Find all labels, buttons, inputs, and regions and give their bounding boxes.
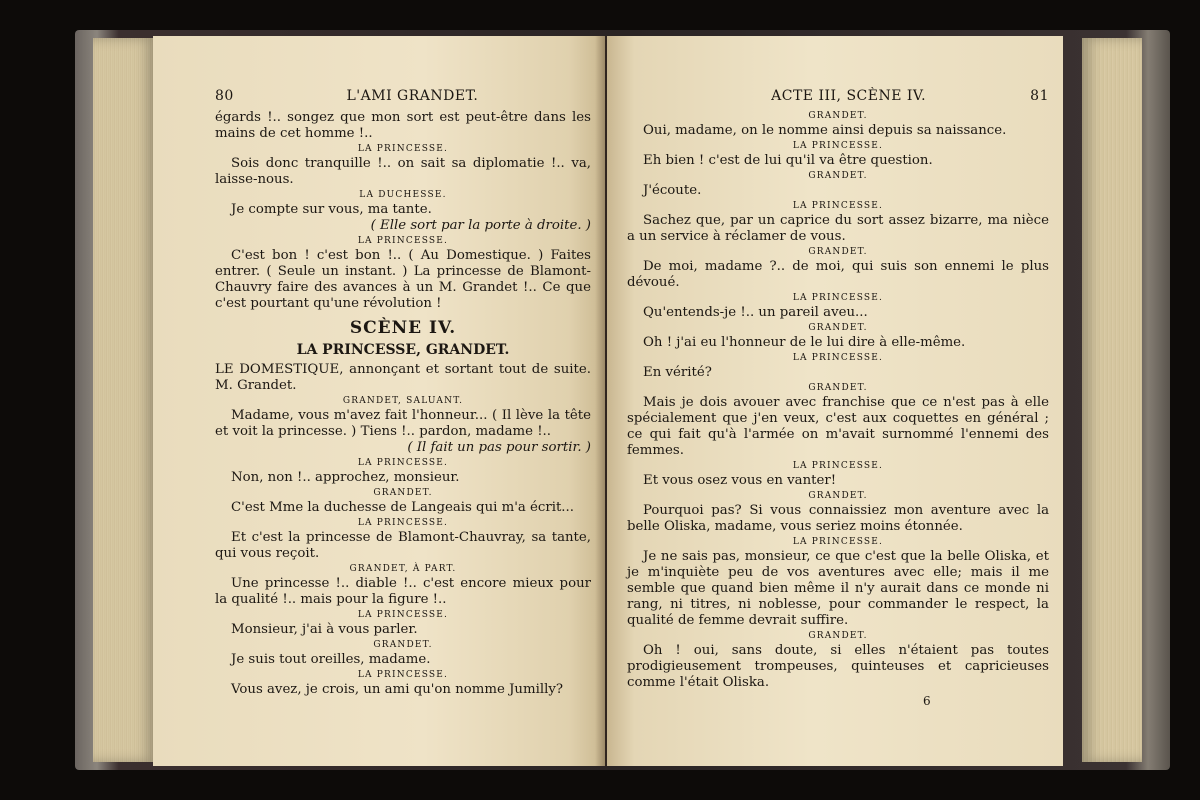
dialogue-line: Madame, vous m'avez fait l'honneur... ( Il lève la tête et voit la princesse. ) Tiens !.. pardon, madame !.. <box>215 408 591 439</box>
dialogue-line: C'est bon ! c'est bon !.. ( Au Domestique. ) Faites entrer. ( Seule un instant. ) La princesse de Blamont-Chauvry faire des avances à un M. Grandet !.. Ce que c'est pourtant qu'une révolution ! <box>215 248 591 311</box>
signature-mark: 6 <box>923 694 931 708</box>
page-number: 80 <box>215 88 234 104</box>
dialogue-line: Et c'est la princesse de Blamont-Chauvray, sa tante, qui vous reçoit. <box>215 530 591 561</box>
dialogue-line: En vérité? <box>643 365 712 380</box>
dialogue-line: Oh ! oui, sans doute, si elles n'étaient pas toutes prodigieusement trompeuses, quinteuses et capricieuses comme l'était Oliska. <box>627 643 1049 690</box>
stage-direction: ( Elle sort par la porte à droite. ) <box>370 218 591 233</box>
open-book <box>75 22 1170 774</box>
running-title: L'AMI GRANDET. <box>346 88 479 104</box>
speaker-name: LA PRINCESSE. <box>357 610 449 620</box>
dialogue-line: LE DOMESTIQUE, annonçant et sortant tout de suite. M. Grandet. <box>215 362 591 393</box>
dialogue-line: Mais je dois avouer avec franchise que ce n'est pas à elle spécialement que j'en veux, c'est aux coquettes en général ; ce qui fait qu'à l'armée on m'avait surnommé l'ennemi des femmes. <box>627 395 1049 458</box>
speaker-name: LA PRINCESSE. <box>357 144 449 154</box>
dialogue-line: Non, non !.. approchez, monsieur. <box>231 470 460 485</box>
dialogue-line: De moi, madame ?.. de moi, qui suis son ennemi le plus dévoué. <box>627 259 1049 290</box>
speaker-name: LA PRINCESSE. <box>357 518 449 528</box>
speaker-name: GRANDET. <box>808 631 868 641</box>
speaker-name: LA PRINCESSE. <box>792 537 884 547</box>
left-page <box>153 36 605 766</box>
dialogue-line: Qu'entends-je !.. un pareil aveu... <box>643 305 868 320</box>
speaker-name: GRANDET. <box>373 488 433 498</box>
dialogue-line: Vous avez, je crois, un ami qu'on nomme Jumilly? <box>231 682 564 697</box>
dialogue-line: Oh ! j'ai eu l'honneur de le lui dire à elle-même. <box>643 335 966 350</box>
dialogue-line: Et vous osez vous en vanter! <box>643 473 837 488</box>
right-running-head <box>627 88 1049 104</box>
speaker-name: GRANDET. <box>808 383 868 393</box>
dialogue-line: Pourquoi pas? Si vous connaissiez mon aventure avec la belle Oliska, madame, vous seriez moins étonnée. <box>627 503 1049 534</box>
left-page-text <box>215 110 591 698</box>
dialogue-line: égards !.. songez que mon sort est peut-être dans les mains de cet homme !.. <box>215 110 591 141</box>
page-edges-left <box>93 38 155 762</box>
speaker-name: GRANDET, SALUANT. <box>342 396 464 406</box>
speaker-name: LA PRINCESSE. <box>357 670 449 680</box>
speaker-name: LA DUCHESSE. <box>359 190 447 200</box>
speaker-name: LA PRINCESSE. <box>792 461 884 471</box>
speaker-name: GRANDET. <box>808 491 868 501</box>
running-title: ACTE III, SCÈNE IV. <box>771 88 927 104</box>
dialogue-line: Monsieur, j'ai à vous parler. <box>231 622 418 637</box>
speaker-name: LA PRINCESSE. <box>357 236 449 246</box>
dialogue-line: Je ne sais pas, monsieur, ce que c'est que la belle Oliska, et je m'inquiète peu de vos aventures avec elle; mais il me semble que quand bien même il n'y aurait dans ce monde ni rang, ni titres, ni noblesse, pour commander le respect, la qualité de femme devrait suffire. <box>627 549 1049 628</box>
dialogue-line: C'est Mme la duchesse de Langeais qui m'a écrit... <box>231 500 574 515</box>
speaker-name: LA PRINCESSE. <box>792 201 884 211</box>
speaker-name: LA PRINCESSE. <box>792 141 884 151</box>
stage-direction: ( Il fait un pas pour sortir. ) <box>407 440 591 455</box>
speaker-name: GRANDET. <box>808 323 868 333</box>
right-page <box>607 36 1063 766</box>
speaker-name: LA PRINCESSE. <box>357 458 449 468</box>
speaker-name: GRANDET. <box>808 247 868 257</box>
scene-heading: SCÈNE IV. <box>349 318 457 338</box>
dialogue-line: Je suis tout oreilles, madame. <box>231 652 431 667</box>
dialogue-line: Je compte sur vous, ma tante. <box>231 202 432 217</box>
speaker-name: GRANDET. <box>373 640 433 650</box>
speaker-name: GRANDET. <box>808 171 868 181</box>
dialogue-line: Une princesse !.. diable !.. c'est encore mieux pour la qualité !.. mais pour la figure !.. <box>215 576 591 607</box>
dialogue-line: Sachez que, par un caprice du sort assez bizarre, ma nièce a un service à réclamer de vous. <box>627 213 1049 244</box>
scene-characters: LA PRINCESSE, GRANDET. <box>296 342 510 358</box>
speaker-name: GRANDET, À PART. <box>349 564 457 574</box>
speaker-name: LA PRINCESSE. <box>792 353 884 363</box>
dialogue-line: Eh bien ! c'est de lui qu'il va être question. <box>643 153 933 168</box>
page-number: 81 <box>1030 88 1049 104</box>
dialogue-line: J'écoute. <box>643 183 702 198</box>
speaker-name: LA PRINCESSE. <box>792 293 884 303</box>
dialogue-line: Oui, madame, on le nomme ainsi depuis sa naissance. <box>643 123 1007 138</box>
page-edges-right <box>1082 38 1142 762</box>
speaker-name: GRANDET. <box>808 111 868 121</box>
dialogue-line: Sois donc tranquille !.. on sait sa diplomatie !.. va, laisse-nous. <box>215 156 591 187</box>
right-page-text <box>627 110 1049 691</box>
left-running-head <box>215 88 591 104</box>
